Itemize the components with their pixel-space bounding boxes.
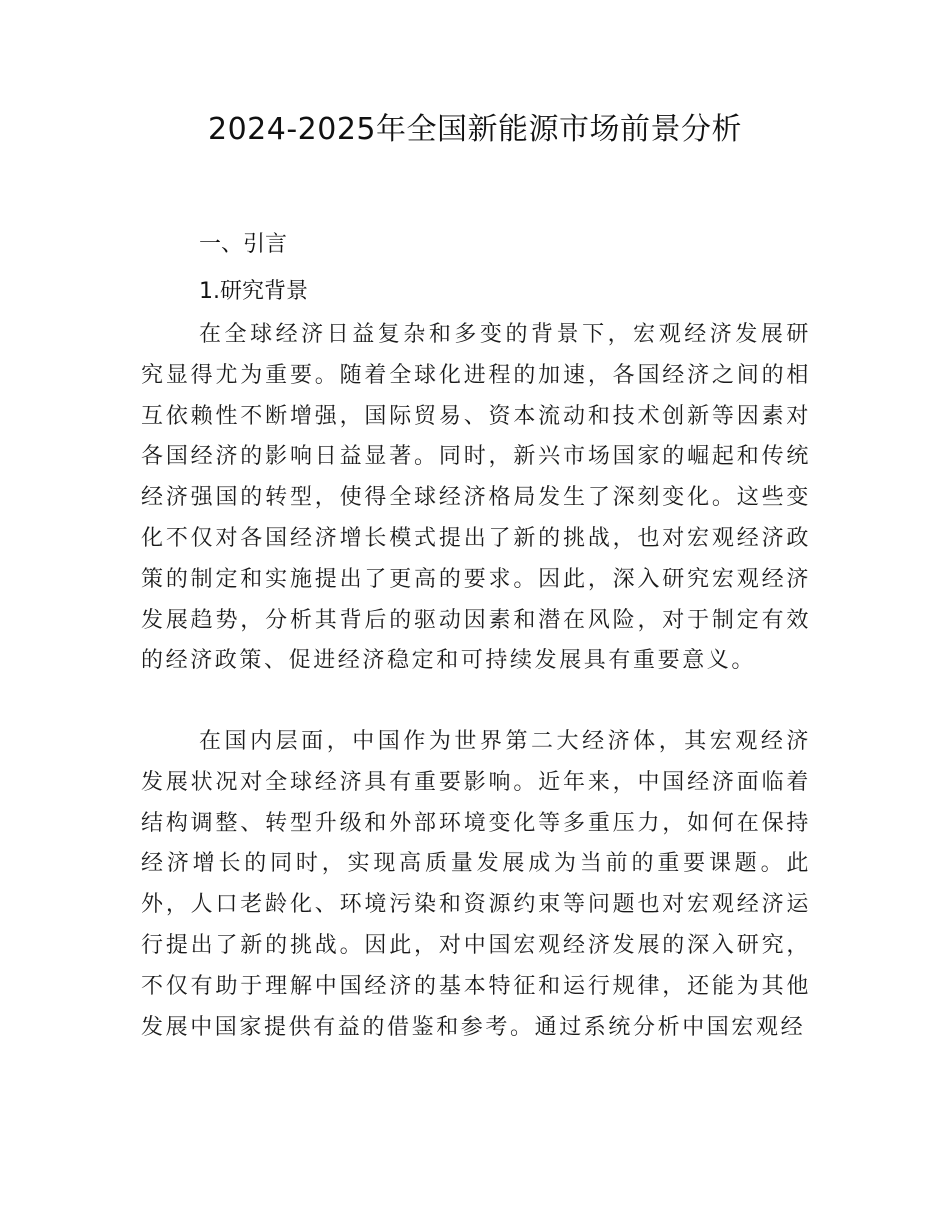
body-paragraph: 在全球经济日益复杂和多变的背景下，宏观经济发展研究显得尤为重要。随着全球化进程的加速，各国经济之间的相互依赖性不断增强，国际贸易、资本流动和技术创新等因素对各国经济的影响日益显著。同时，新兴市场国家的崛起和传统经济强国的转型，使得全球经济格局发生了深刻变化。这些变化不仅对各国经济增长模式提出了新的挑战，也对宏观经济政策的制定和实施提出了更高的要求。因此，深入研究宏观经济发展趋势，分析其背后的驱动因素和潜在风险，对于制定有效的经济政策、促进经济稳定和可持续发展具有重要意义。 (141, 322, 811, 674)
subsection-heading-research-background: 1.研究背景 (199, 279, 308, 304)
section-heading-introduction: 一、引言 (199, 232, 288, 257)
body-paragraph: 在国内层面，中国作为世界第二大经济体，其宏观经济发展状况对全球经济具有重要影响。近年来，中国经济面临着结构调整、转型升级和外部环境变化等多重压力，如何在保持经济增长的同时，实现高质量发展成为当前的重要课题。此外，人口老龄化、环境污染和资源约束等问题也对宏观经济运行提出了新的挑战。因此，对中国宏观经济发展的深入研究，不仅有助于理解中国经济的基本特征和运行规律，还能为其他发展中国家提供有益的借鉴和参考。通过系统分析中国宏观经 (141, 729, 811, 1040)
document-title: 2024-2025年全国新能源市场前景分析 (207, 112, 743, 147)
